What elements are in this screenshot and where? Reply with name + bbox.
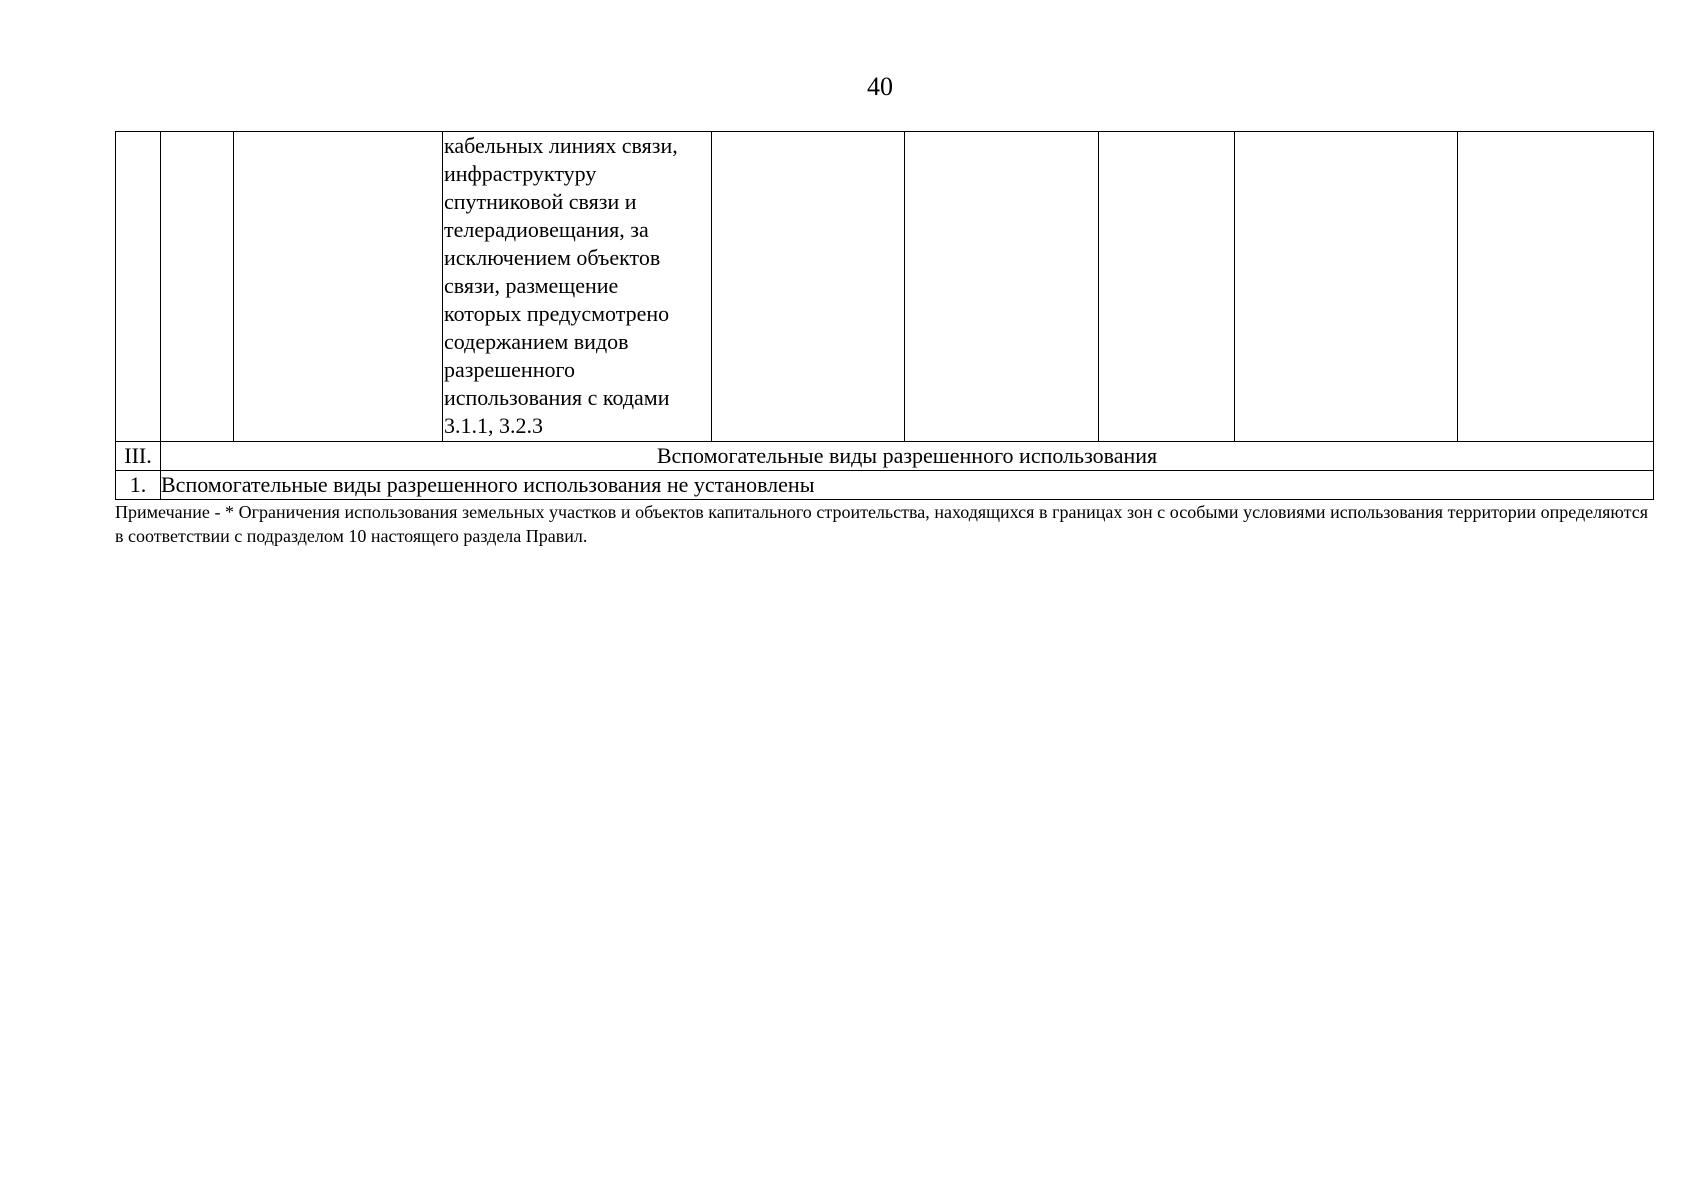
- page-number: 40: [867, 72, 893, 101]
- footnote: Примечание - * Ограничения использования земельных участков и объектов капитального строительства, находящихся в границах зон с особыми условиями использования территории определяются в соответствии с подразделом 10 настоящего раздела Правил.: [115, 502, 1648, 546]
- section-title: Вспомогательные виды разрешенного использования: [161, 442, 1654, 471]
- section-number: III.: [116, 442, 161, 471]
- use-description-text: кабельных линиях связи, инфраструктуру спутниковой связи и телерадиовещания, за исключением объектов связи, размещение которых предусмотрено содержанием видов разрешенного использования с кодами 3.1.1, 3.2.3: [444, 133, 678, 438]
- table-cell: [116, 132, 161, 442]
- table-cell: [234, 132, 443, 442]
- table-cell: [905, 132, 1099, 442]
- section-header-row: [116, 442, 1654, 471]
- row-text: Вспомогательные виды разрешенного использования не установлены: [161, 471, 1654, 500]
- table-cell: [1099, 132, 1235, 442]
- regulations-table: [115, 131, 1654, 500]
- table-cell: [443, 132, 712, 442]
- table-cell: [1458, 132, 1654, 442]
- row-number: 1.: [116, 471, 161, 500]
- table-cell: [712, 132, 905, 442]
- table-cell: [1235, 132, 1458, 442]
- table-cell: [161, 132, 234, 442]
- table-row: [116, 471, 1654, 500]
- table-row: [116, 132, 1654, 442]
